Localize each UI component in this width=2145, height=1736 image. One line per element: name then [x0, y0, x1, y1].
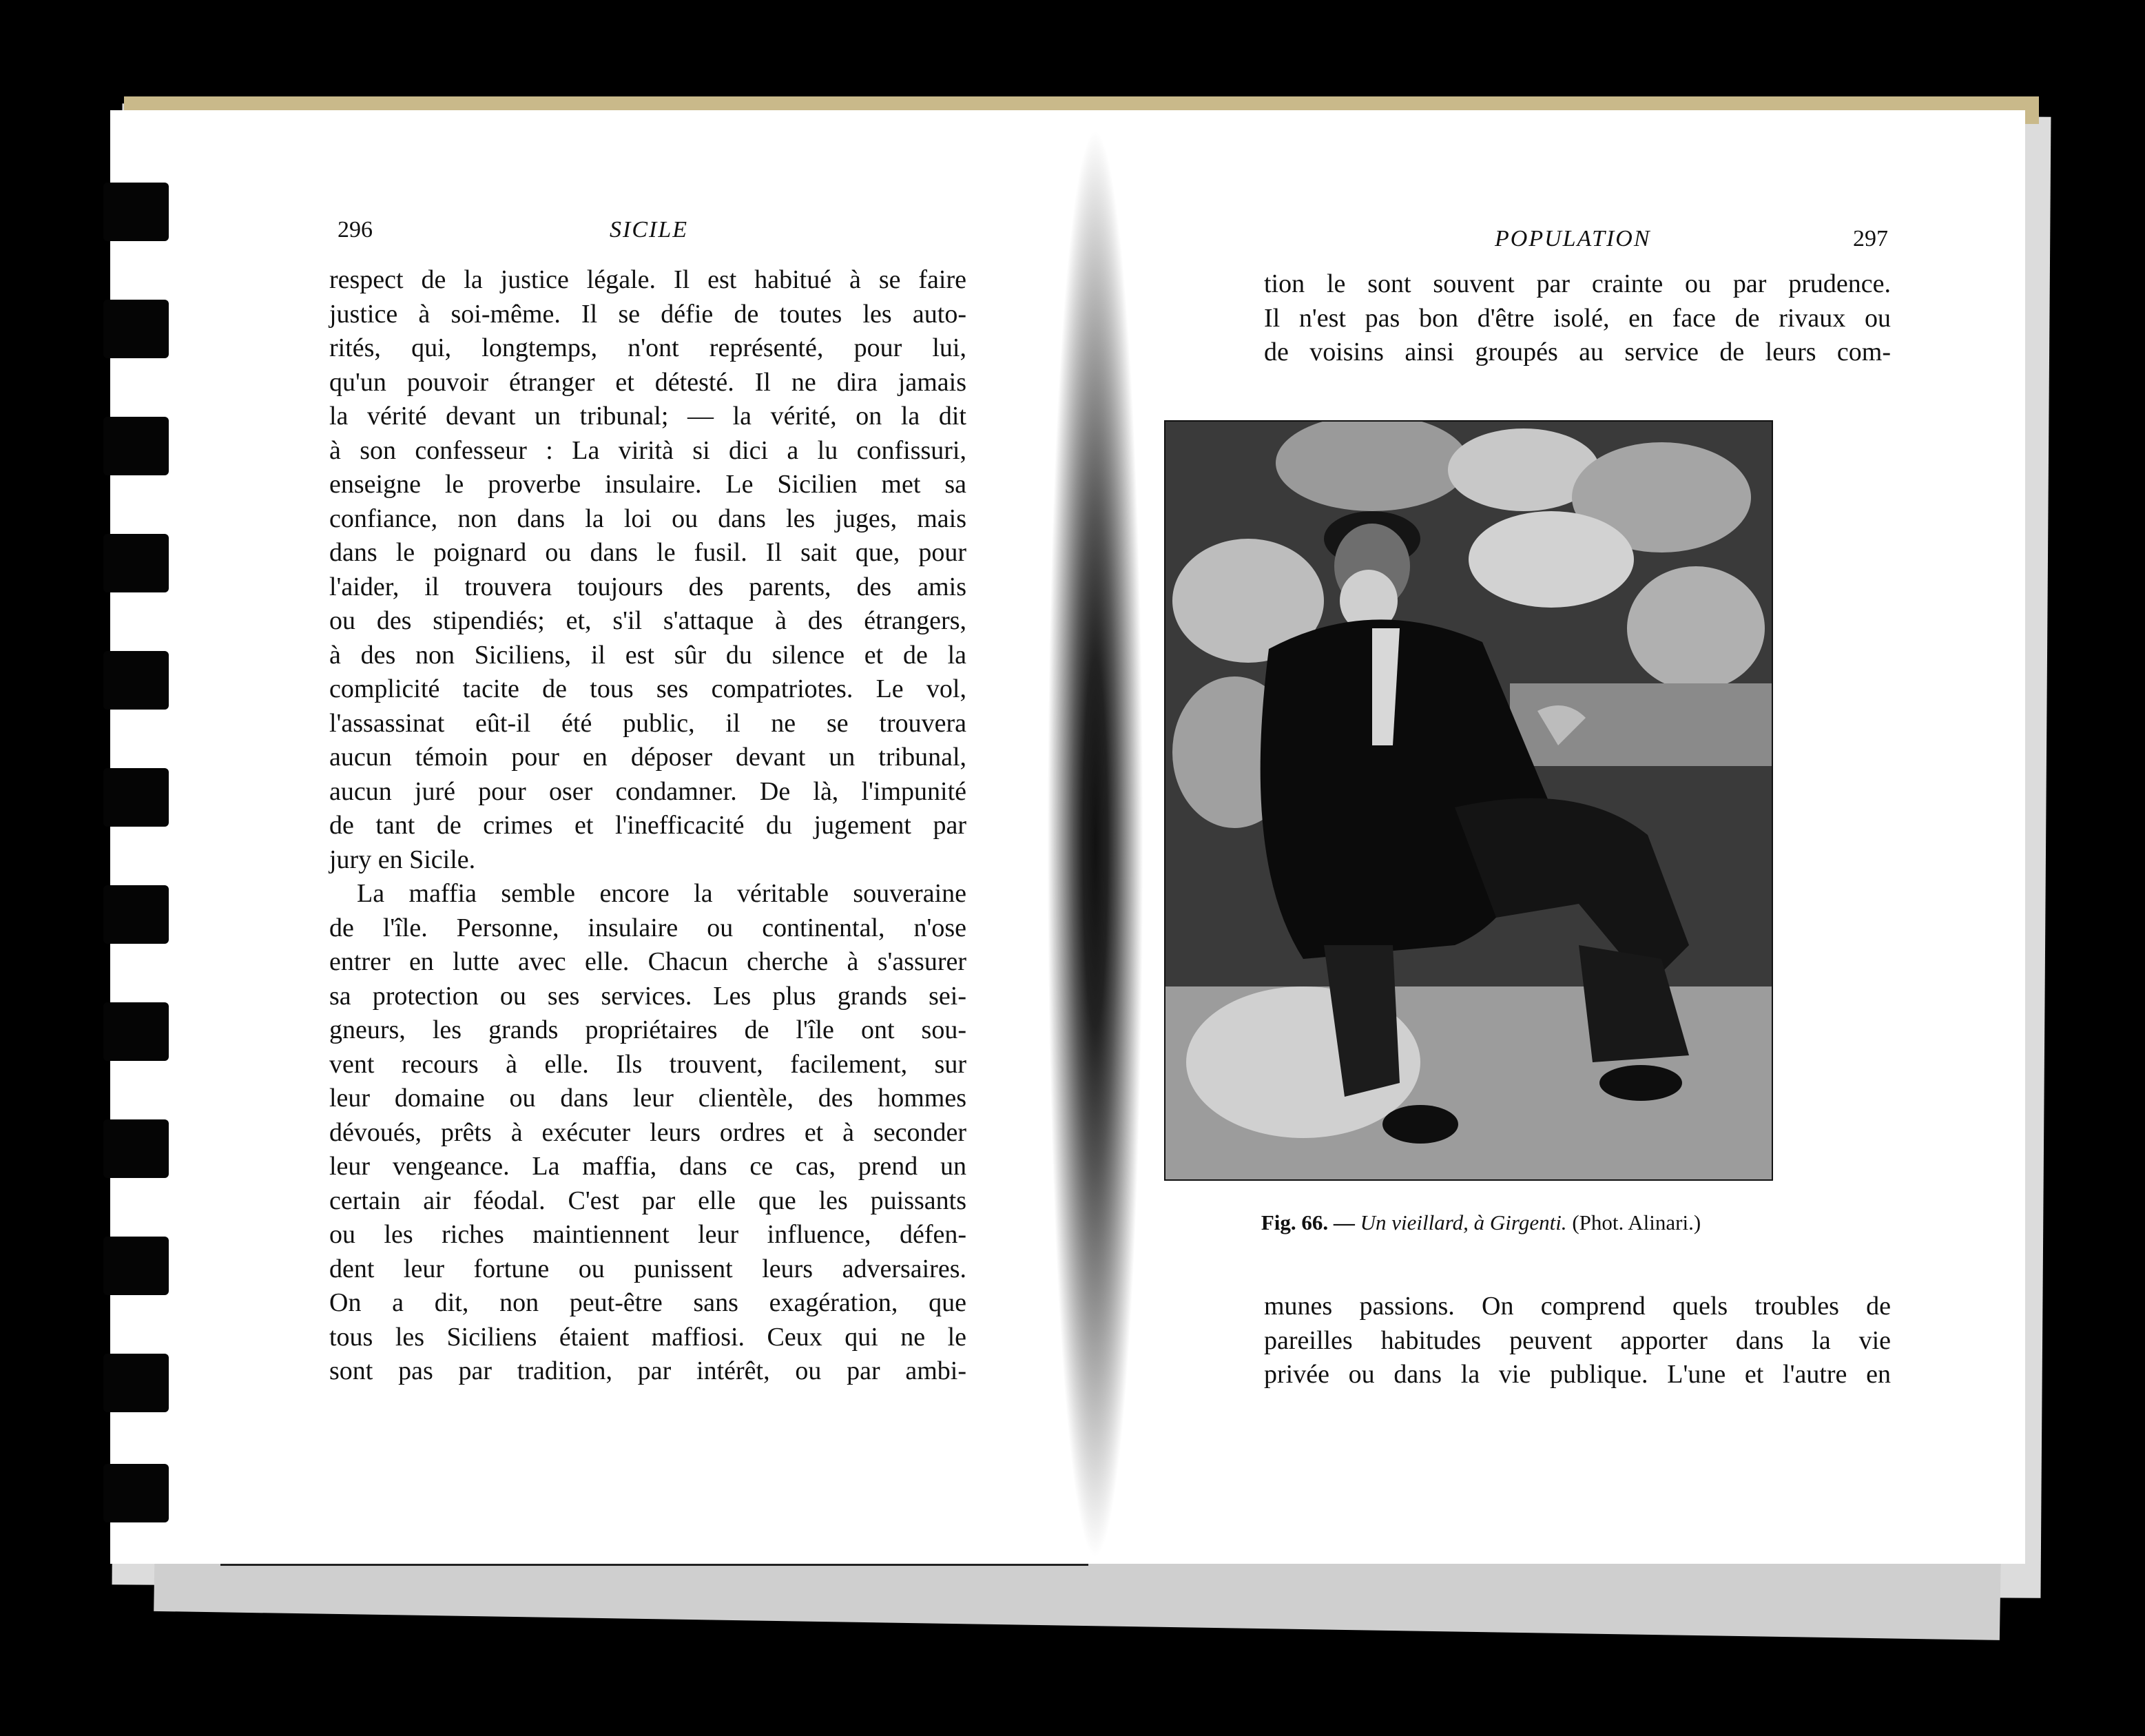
text-line: à son confesseur : La virità si dici a lu confissuri,	[329, 435, 966, 465]
figure-title: Un vieillard, à Girgenti.	[1360, 1210, 1567, 1234]
text-line: aucun juré pour oser condamner. De là, l'impunité	[329, 776, 966, 806]
figure-caption	[1185, 1210, 1777, 1235]
binding-ring	[103, 534, 169, 592]
binding-ring	[103, 1002, 169, 1061]
text-line: rités, qui, longtemps, n'ont représenté, pour lui,	[329, 333, 966, 362]
text-line: de tant de crimes et l'inefficacité du jugement par	[329, 811, 966, 840]
page-bottom-edge	[220, 1564, 1088, 1566]
text-line: complicité tacite de tous ses compatriotes. Le vol,	[329, 674, 966, 703]
text-line: jury en Sicile.	[329, 845, 476, 874]
text-line: justice à soi-même. Il se défie de toutes les auto-	[329, 299, 966, 329]
text-line: ou les riches maintiennent leur influence, défen-	[329, 1220, 966, 1249]
text-line: qu'un pouvoir étranger et détesté. Il ne dira jamais	[329, 367, 966, 397]
text-line: gneurs, les grands propriétaires de l'île ont sou-	[329, 1015, 966, 1044]
text-line: enseigne le proverbe insulaire. Le Sicilien met sa	[329, 470, 966, 499]
text-line: l'assassinat eût-il été public, il ne se trouvera	[329, 708, 966, 738]
text-line: privée ou dans la vie publique. L'une et l'autre en	[1264, 1360, 1891, 1389]
text-line: pareilles habitudes peuvent apporter dans la vie	[1264, 1325, 1891, 1355]
left-running-head: SICILE	[610, 217, 688, 242]
text-line: de l'île. Personne, insulaire ou continental, n'ose	[329, 913, 966, 942]
text-line: la vérité devant un tribunal; — la vérité, on la dit	[329, 402, 966, 431]
text-line: confiance, non dans la loi ou dans les juges, mais	[329, 504, 966, 533]
text-line: dans le poignard ou dans le fusil. Il sait que, pour	[329, 538, 966, 567]
right-running-head: POPULATION	[1495, 226, 1651, 251]
left-page	[110, 110, 1061, 1564]
binding-ring	[103, 651, 169, 710]
right-page-number: 297	[1853, 226, 1888, 251]
text-line: leur vengeance. La maffia, dans ce cas, prend un	[329, 1152, 966, 1181]
binding-ring	[103, 1464, 169, 1522]
text-line: munes passions. On comprend quels troubles de	[1264, 1292, 1891, 1321]
text-line: entrer en lutte avec elle. Chacun cherche à s'assurer	[329, 947, 966, 976]
text-line: La maffia semble encore la véritable souveraine	[357, 879, 966, 908]
old-man-photo-illustration	[1165, 422, 1772, 1179]
text-line: tous les Siciliens étaient maffiosi. Ceux qui ne le	[329, 1322, 966, 1352]
right-page-body-bottom	[1264, 1290, 1891, 1392]
binding-ring	[103, 1119, 169, 1178]
binding-ring	[103, 417, 169, 475]
text-line: certain air féodal. C'est par elle que les puissants	[329, 1186, 966, 1215]
text-line: aucun témoin pour en déposer devant un tribunal,	[329, 743, 966, 772]
figure-number: Fig. 66. —	[1261, 1210, 1355, 1234]
binding-ring	[103, 1354, 169, 1412]
text-line: respect de la justice légale. Il est habitué à se faire	[329, 265, 966, 294]
text-line: ou des stipendiés; et, s'il s'attaque à des étrangers,	[329, 606, 966, 635]
text-line: dent leur fortune ou punissent leurs adversaires.	[329, 1254, 966, 1283]
figure-photo	[1164, 420, 1773, 1181]
binding-ring	[103, 183, 169, 241]
text-line: leur domaine ou dans leur clientèle, des hommes	[329, 1084, 966, 1113]
binding-ring	[103, 300, 169, 358]
figure-credit: (Phot. Alinari.)	[1572, 1210, 1701, 1234]
spiral-binding	[103, 172, 186, 1522]
text-line: Il n'est pas bon d'être isolé, en face de rivaux ou	[1264, 303, 1891, 333]
text-line: sont pas par tradition, par intérêt, ou par ambi-	[329, 1356, 966, 1385]
text-line: On a dit, non peut-être sans exagération, que	[329, 1288, 966, 1317]
text-line: vent recours à elle. Ils trouvent, facilement, sur	[329, 1049, 966, 1079]
text-line: tion le sont souvent par crainte ou par prudence.	[1264, 269, 1891, 298]
left-page-body	[329, 263, 966, 1389]
text-line: de voisins ainsi groupés au service de leurs com-	[1264, 338, 1891, 366]
binding-ring	[103, 885, 169, 944]
text-line: dévoués, prêts à exécuter leurs ordres et à seconder	[329, 1117, 966, 1147]
text-line: sa protection ou ses services. Les plus grands sei-	[329, 981, 966, 1011]
right-page-body-top	[1264, 267, 1891, 370]
text-line: à des non Siciliens, il est sûr du silence et de la	[329, 640, 966, 670]
text-line: l'aider, il trouvera toujours des parents, des amis	[329, 572, 966, 601]
binding-ring	[103, 768, 169, 827]
binding-ring	[103, 1237, 169, 1295]
left-page-number: 296	[338, 217, 373, 242]
